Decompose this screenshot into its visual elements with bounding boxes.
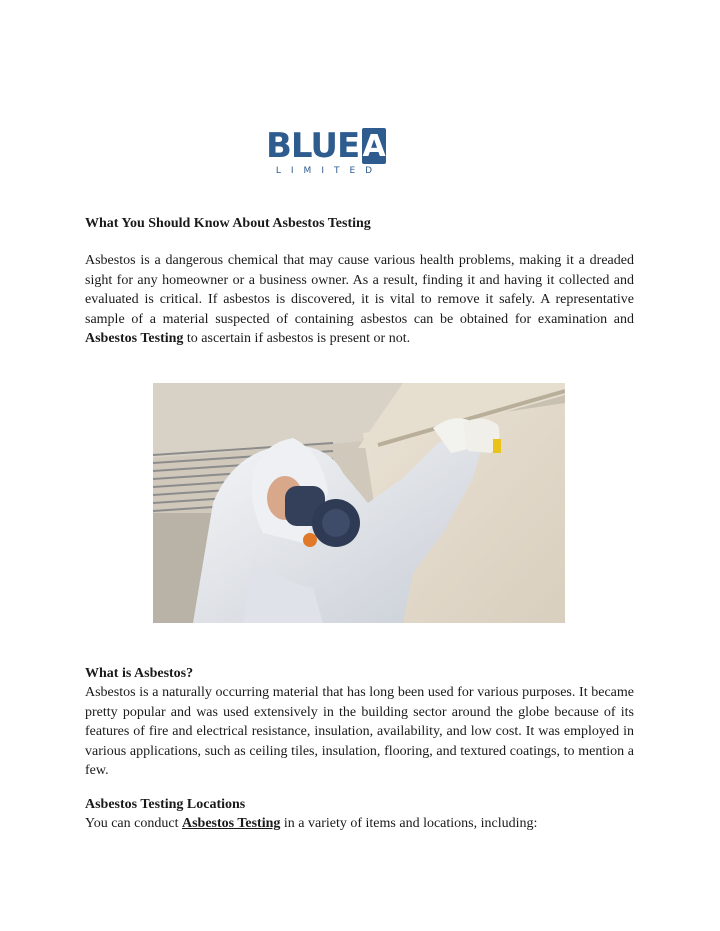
section1-heading: What You Should Know About Asbestos Testing [85, 216, 371, 231]
section3-text-end: in a variety of items and locations, including: [280, 816, 538, 831]
company-logo [266, 126, 390, 180]
logo-wordmark [266, 126, 386, 166]
logo-word: BLUE [266, 126, 360, 166]
section3-paragraph [85, 814, 634, 834]
section3-heading: Asbestos Testing Locations [85, 797, 246, 812]
section2-paragraph: Asbestos is a naturally occurring material that has long been used for various purposes. It became pretty popular and was used extensively in the building sector around the globe because of its features of fire and electrical resistance, insulation, availability, and low cost. It was employed in various applications, such as ceiling tiles, insulation, flooring, and textured coatings, to mention a few. [85, 685, 634, 778]
section1-bold-term: Asbestos Testing [85, 331, 184, 346]
section1-text-end: to ascertain if asbestos is present or not. [183, 331, 411, 346]
section2-heading: What is Asbestos? [85, 666, 194, 681]
asbestos-testing-link[interactable]: Asbestos Testing [181, 816, 281, 831]
logo-subtitle: LIMITED [275, 166, 383, 176]
asbestos-worker-photo [153, 383, 565, 623]
section3-text: You can conduct [85, 816, 182, 831]
section1-text: Asbestos is a dangerous chemical that may cause various health problems, making it a dreaded sight for any homeowner or a business owner. As a result, finding it and having it collected and evaluated is critical. If asbestos is discovered, it is vital to remove it safely. A representative sample of a material suspected of containing asbestos can be obtained for examination and [85, 253, 634, 327]
logo-letter-box: A [362, 128, 386, 164]
section1-paragraph [85, 251, 634, 349]
